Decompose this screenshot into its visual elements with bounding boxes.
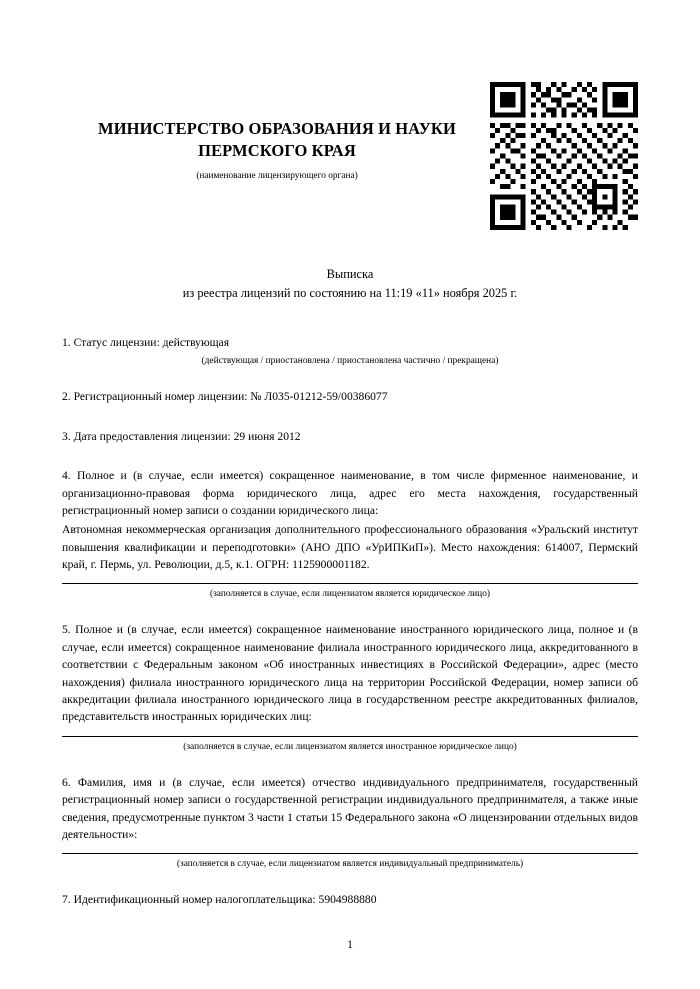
org-caption: (наименование лицензирующего органа)	[196, 170, 358, 181]
extract-title	[62, 265, 638, 303]
page-number: 1	[347, 938, 353, 951]
item-2-registration-number: 2. Регистрационный номер лицензии: № Л035-01212-59/00386077	[62, 390, 388, 404]
item-6-individual-entrepreneur-label: 6. Фамилия, имя и (в случае, если имеется) отчество индивидуального предпринимателя, государственный регистрационный номер записи о государственной регистрации индивидуального предпринимателя, а также иные сведения, предусмотренные пунктом 3 части 1 статьи 15 Федерального закона «О лицензировании отдельных видов деятельности»:	[62, 775, 638, 841]
item-1-status: 1. Статус лицензии: действующая	[62, 335, 230, 349]
item-6-note: (заполняется в случае, если лицензиатом является индивидуальный предприниматель)	[176, 859, 524, 870]
extract-line-2: из реестра лицензий по состоянию на 11:19 «11» ноября 2025 г.	[182, 285, 518, 300]
item-5-foreign-entity-label: 5. Полное и (в случае, если имеется) сокращенное наименование иностранного юридического лица, полное и (в случае, если имеется) сокращенное наименование филиала иностранного юридического лица, аккредитованного в соответствии с Федеральным законом «Об иностранных инвестициях в Российской Федерации», адрес (место нахождения) филиала иностранного юридического лица на территории Российской Федерации, номер записи об аккредитации филиала иностранного юридического лица в государственном реестре аккредитованных филиалов, представительств иностранных юридических лиц:	[62, 623, 638, 724]
item-5-divider	[62, 736, 638, 737]
qr-code-svg	[490, 82, 638, 230]
document-header	[62, 0, 492, 181]
item-7-taxpayer-number: 7. Идентификационный номер налогоплательщика: 5904988880	[62, 893, 377, 907]
extract-line-1: Выписка	[326, 266, 374, 281]
page-title: МИНИСТЕРСТВО ОБРАЗОВАНИЯ И НАУКИ ПЕРМСКОГО КРАЯ	[98, 119, 456, 160]
item-4-note: (заполняется в случае, если лицензиатом является юридическое лицо)	[209, 589, 490, 600]
item-5-note: (заполняется в случае, если лицензиатом является иностранное юридическое лицо)	[183, 741, 517, 752]
item-4-legal-entity-label: 4. Полное и (в случае, если имеется) сокращенное наименование, в том числе фирменное наименование, и организационно-правовая форма юридического лица, адрес его места нахождения, государственный регистрационный номер записи о создании юридического лица:	[62, 469, 638, 517]
qr-code-icon	[490, 82, 638, 230]
item-1-note: (действующая / приостановлена / приостановлена частично / прекращена)	[201, 356, 499, 367]
item-6-divider	[62, 853, 638, 854]
item-4-divider	[62, 583, 638, 584]
item-4-legal-entity-value: Автономная некоммерческая организация дополнительного профессионального образования «Уральский институт повышения квалификации и переподготовки» (АНО ДПО «УрИПКиП»). Место нахождения: 614007, Пермский край, г. Пермь, ул. Революции, д.5, к.1. ОГРН: 1125900001182.	[62, 523, 638, 572]
item-3-issue-date: 3. Дата предоставления лицензии: 29 июня 2012	[62, 429, 301, 443]
